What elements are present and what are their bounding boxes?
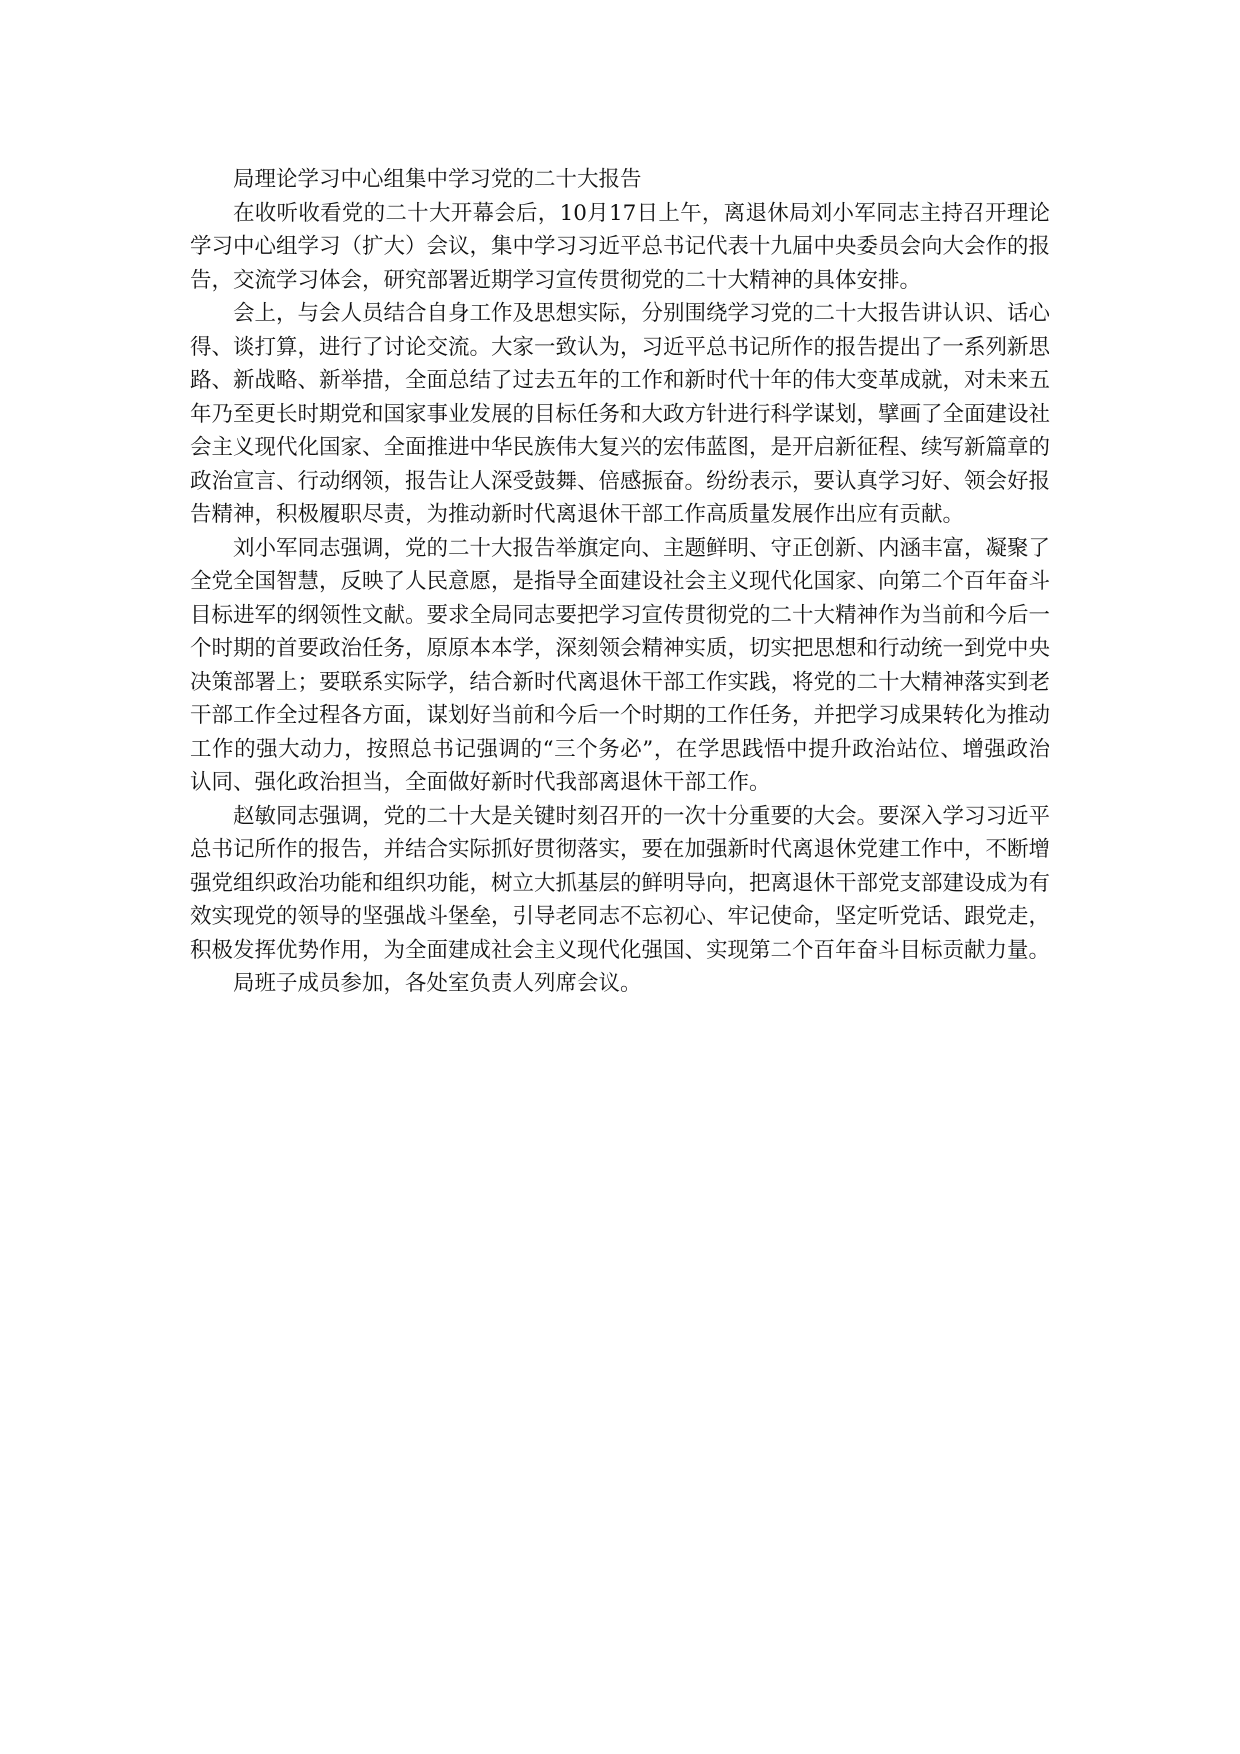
document-title: 局理论学习中心组集中学习党的二十大报告 — [233, 167, 642, 192]
paragraph-discussion: 会上，与会人员结合自身工作及思想实际，分别围绕学习党的二十大报告讲认识、话心得、谈打算，进行了讨论交流。大家一致认为，习近平总书记所作的报告提出了一系列新思路、新战略、新举措，全面总结了过去五年的工作和新时代十年的伟大变革成就，对未来五年乃至更长时期党和国家事业发展的目标任务和大政方针进行科学谋划，擘画了全面建设社会主义现代化国家、全面推进中华民族伟大复兴的宏伟蓝图，是开启新征程、续写新篇章的政治宣言、行动纲领，报告让人深受鼓舞、倍感振奋。纷纷表示，要认真学习好、领会好报告精神，积极履职尽责，为推动新时代离退休干部工作高质量发展作出应有贡献。 — [190, 301, 1051, 527]
paragraph-liu-xiaojun-remarks: 刘小军同志强调，党的二十大报告举旗定向、主题鲜明、守正创新、内涵丰富，凝聚了全党全国智慧，反映了人民意愿，是指导全面建设社会主义现代化国家、向第二个百年奋斗目标进军的纲领性文献。要求全局同志要把学习宣传贯彻党的二十大精神作为当前和今后一个时期的首要政治任务，原原本本学，深刻领会精神实质，切实把思想和行动统一到党中央决策部署上；要联系实际学，结合新时代离退休干部工作实践，将党的二十大精神落实到老干部工作全过程各方面，谋划好当前和今后一个时期的工作任务，并把学习成果转化为推动工作的强大动力，按照总书记强调的“三个务必”，在学思践悟中提升政治站位、增强政治认同、强化政治担当，全面做好新时代我部离退休干部工作。 — [190, 535, 1051, 795]
paragraph-intro: 在收听收看党的二十大开幕会后，10月17日上午，离退休局刘小军同志主持召开理论学习中心组学习（扩大）会议，集中学习习近平总书记代表十九届中央委员会向大会作的报告，交流学习体会，研究部署近期学习宣传贯彻党的二十大精神的具体安排。 — [190, 200, 1051, 293]
paragraph-attendance: 局班子成员参加，各处室负责人列席会议。 — [233, 971, 642, 996]
document-body — [190, 163, 1050, 1001]
paragraph-zhao-min-remarks: 赵敏同志强调，党的二十大是关键时刻召开的一次十分重要的大会。要深入学习习近平总书记所作的报告，并结合实际抓好贯彻落实，要在加强新时代离退休党建工作中，不断增强党组织政治功能和组织功能，树立大抓基层的鲜明导向，把离退休干部党支部建设成为有效实现党的领导的坚强战斗堡垒，引导老同志不忘初心、牢记使命，坚定听党话、跟党走，积极发挥优势作用，为全面建成社会主义现代化强国、实现第二个百年奋斗目标贡献力量。 — [190, 803, 1051, 963]
